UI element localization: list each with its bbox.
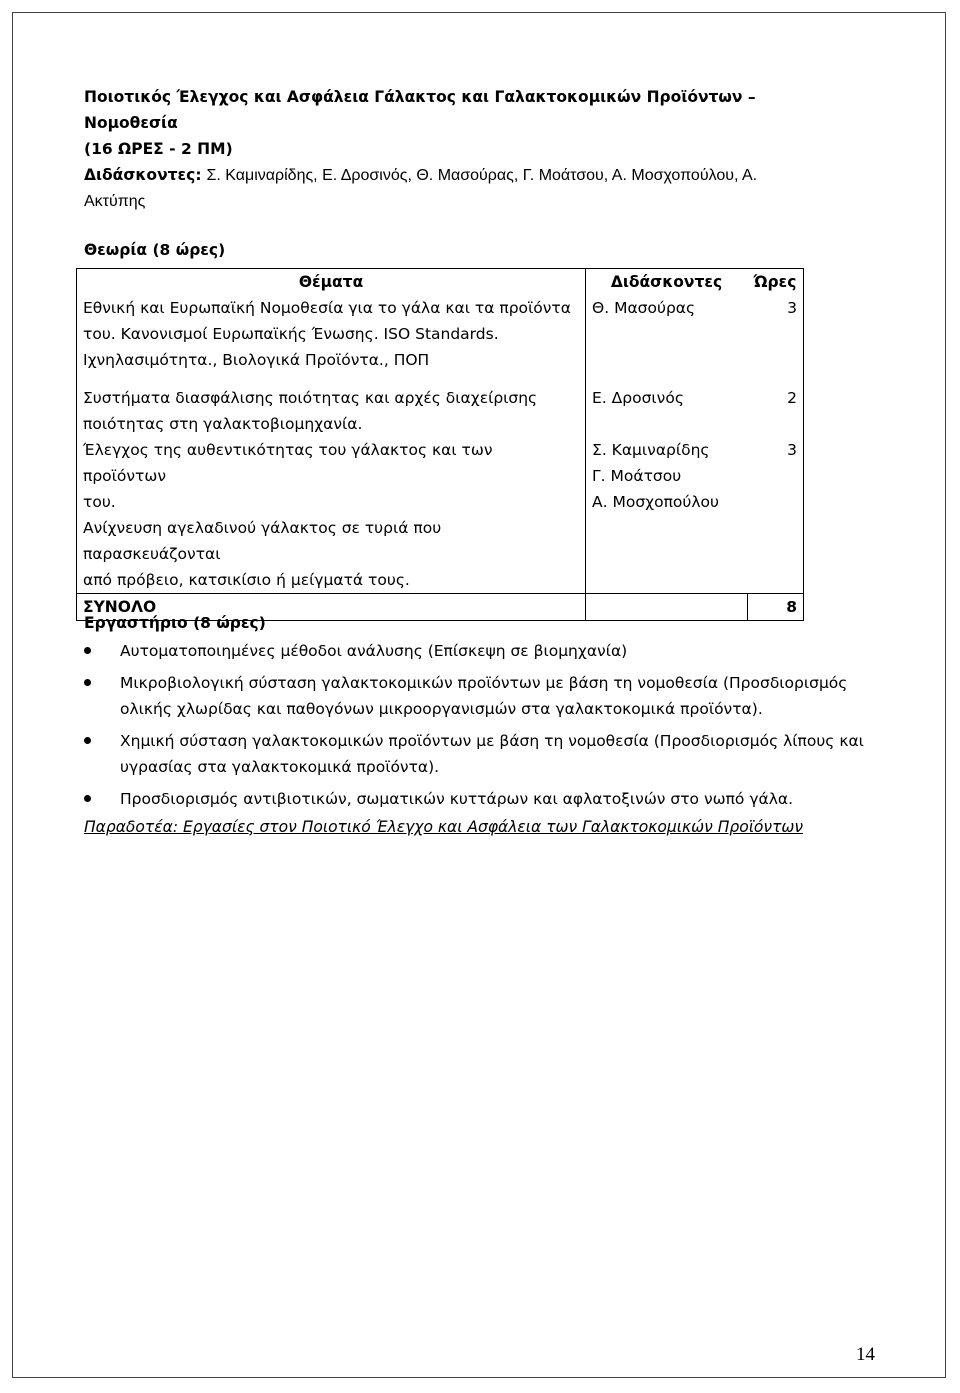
topic-line: [83, 321, 579, 347]
lab-section: [84, 610, 864, 840]
instructor-cell: [586, 437, 747, 594]
hours-cell: 2: [747, 385, 803, 437]
list-item-text: Μικροβιολογική σύσταση γαλακτοκομικών προϊόντων με βάση τη νομοθεσία (Προσδιορισμός ολικής χλωρίδας και παθογόνων μικροοργανισμών στα γαλακτοκομικά προϊόντα).: [120, 674, 848, 718]
course-title: [84, 84, 804, 162]
lab-list: [84, 638, 864, 812]
topic-line: ποιότητας στη γαλακτοβιομηχανία.: [83, 415, 363, 433]
hours-cell: 3: [747, 295, 803, 373]
bullet-icon: [84, 647, 91, 654]
list-item: [84, 638, 864, 664]
topic-line: Έλεγχος της αυθεντικότητας του γάλακτος και των προϊόντων: [83, 441, 493, 485]
row-gap: [77, 373, 804, 385]
hours-cell: 3: [747, 437, 803, 594]
gap-cell: [77, 373, 586, 385]
course-title-line-2: (16 ΩΡΕΣ - 2 ΠΜ): [84, 140, 233, 158]
instructors: [84, 162, 804, 189]
deliverables: Παραδοτέα: Εργασίες στον Ποιοτικό Έλεγχο και Ασφάλεια των Γαλακτοκομικών Προϊόντων: [84, 818, 804, 836]
topic-cell: [77, 295, 586, 373]
gap-cell: [747, 373, 803, 385]
topic-line: από πρόβειο, κατσικίσιο ή μείγματά τους.: [83, 571, 410, 589]
topic-line: Ιχνηλασιμότητα., Βιολογικά Προϊόντα., ΠΟΠ: [83, 351, 430, 369]
total-hours: 8: [747, 594, 803, 621]
table-row: [77, 295, 804, 373]
topic-cell: [77, 385, 586, 437]
table-header-row: [77, 269, 804, 296]
page-number: 14: [856, 1344, 875, 1365]
instructors-label: Διδάσκοντες:: [84, 166, 202, 184]
col-instructors: Διδάσκοντες: [586, 269, 747, 296]
bullet-icon: [84, 737, 91, 744]
topic-cell: [77, 437, 586, 594]
col-topics: Θέματα: [77, 269, 586, 296]
instructor-line: Α. Μοσχοπούλου: [592, 493, 720, 511]
list-item-text: Προσδιορισμός αντιβιοτικών, σωματικών κυττάρων και αφλατοξινών στο νωπό γάλα.: [120, 790, 794, 808]
bullet-icon: [84, 679, 91, 686]
list-item: [84, 670, 864, 722]
instructor-cell: Ε. Δροσινός: [592, 389, 684, 407]
total-label: ΣΥΝΟΛΟ: [77, 594, 586, 621]
list-item: [84, 786, 864, 812]
instructors-names-cont: Ακτύπης: [84, 193, 146, 210]
list-item-text: Χημική σύσταση γαλακτοκομικών προϊόντων με βάση τη νομοθεσία (Προσδιορισμός λίπους και υγρασίας στα γαλακτοκομικά προϊόντα).: [120, 732, 864, 776]
theory-table: [76, 268, 804, 621]
topic-line: Ανίχνευση αγελαδινού γάλακτος σε τυριά που παρασκευάζονται: [83, 519, 442, 563]
instructor-cell: Θ. Μασούρας: [592, 299, 696, 317]
instructor-line: Σ. Καμιναρίδης: [592, 441, 710, 459]
instructor-line: Γ. Μοάτσου: [592, 467, 682, 485]
topic-line: Εθνική και Ευρωπαϊκή Νομοθεσία για το γάλα και τα προϊόντα: [83, 299, 571, 317]
course-header: [84, 84, 804, 263]
table-row: [77, 385, 804, 437]
topic-line: του.: [83, 493, 116, 511]
course-title-line-1: Ποιοτικός Έλεγχος και Ασφάλεια Γάλακτος και Γαλακτοκομικών Προϊόντων – Νομοθεσία: [84, 88, 756, 132]
lab-heading: Εργαστήριο (8 ώρες): [84, 614, 266, 632]
gap-cell: [586, 373, 747, 385]
table-row: [77, 437, 804, 594]
topic-line-text: του. Κανονισμοί Ευρωπαϊκής Ένωσης. ISO Standards.: [83, 325, 499, 343]
topic-line: Συστήματα διασφάλισης ποιότητας και αρχές διαχείρισης: [83, 389, 538, 407]
list-item: [84, 728, 864, 780]
bullet-icon: [84, 795, 91, 802]
instructors-names: Σ. Καμιναρίδης, Ε. Δροσινός, Θ. Μασούρας, Γ. Μοάτσου, Α. Μοσχοπούλου, Α.: [206, 167, 758, 184]
theory-heading: Θεωρία (8 ώρες): [84, 241, 226, 259]
list-item-text: Αυτοματοποιημένες μέθοδοι ανάλυσης (Επίσκεψη σε βιομηχανία): [120, 642, 628, 660]
col-hours: Ώρες: [747, 269, 803, 296]
